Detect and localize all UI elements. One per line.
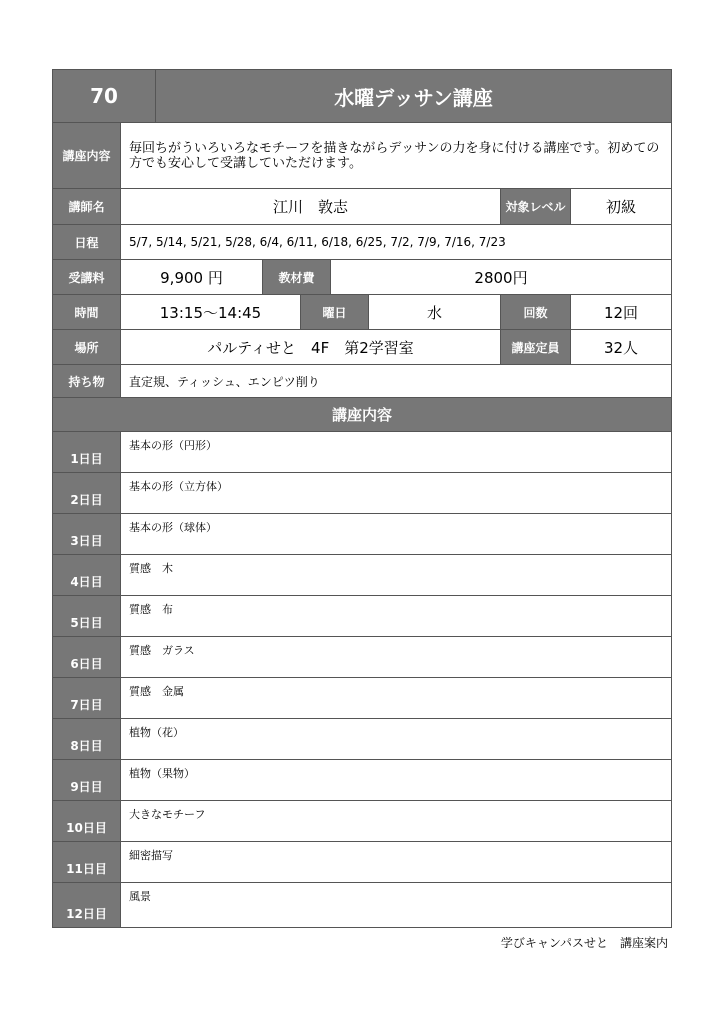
instructor-row [53,189,671,225]
items-label: 持ち物 [53,365,121,397]
footer-text: 学びキャンパスせと 講座案内 [500,936,668,950]
course-number: 70 [53,70,156,122]
lesson-day-label: 2日目 [53,473,121,513]
description-label: 講座内容 [53,123,121,188]
schedule-label: 日程 [53,225,121,259]
course-title: 水曜デッサン講座 [156,70,671,122]
fee-label: 受講料 [53,260,121,294]
time-value: 13:15～14:45 [121,295,301,329]
lesson-day-label: 1日目 [53,432,121,472]
material-value: 2800円 [474,268,528,287]
weekday-value: 水 [369,295,501,329]
lesson-row [53,678,671,719]
instructor-name: 江川 敦志 [121,189,501,224]
lesson-day-label: 12日目 [53,883,121,927]
lesson-row [53,596,671,637]
lesson-topic: 基本の形（立方体） [129,480,228,493]
lesson-row [53,883,671,927]
lesson-topic: 細密描写 [129,849,173,862]
lesson-topic: 質感 木 [129,562,173,575]
description-row [53,123,671,189]
lesson-topic: 基本の形（円形） [129,439,217,452]
level-value: 初級 [605,198,636,216]
time-label: 時間 [53,295,121,329]
lesson-row [53,473,671,514]
lesson-row [53,555,671,596]
lesson-topic: 大きなモチーフ [129,808,206,821]
time-row [53,295,671,330]
course-sheet [52,69,672,928]
fee-row [53,260,671,295]
lesson-row [53,637,671,678]
lesson-day-label: 5日目 [53,596,121,636]
lesson-day-label: 11日目 [53,842,121,882]
lesson-day-label: 8日目 [53,719,121,759]
lesson-day-label: 6日目 [53,637,121,677]
title-row [53,70,671,123]
lesson-topic: 質感 金属 [129,685,184,698]
weekday-label: 曜日 [301,295,369,329]
schedule-dates: 5/7, 5/14, 5/21, 5/28, 6/4, 6/11, 6/18, 6/25, 7/2, 7/9, 7/16, 7/23 [129,235,506,249]
material-label: 教材費 [263,260,331,294]
lesson-row [53,842,671,883]
lesson-row [53,719,671,760]
capacity-value: 32人 [603,338,639,357]
lesson-row [53,514,671,555]
lesson-topic: 植物（花） [129,726,184,739]
lesson-topic: 基本の形（球体） [129,521,217,534]
instructor-label: 講師名 [53,189,121,224]
lesson-topic: 風景 [129,890,151,903]
lesson-topic: 質感 ガラス [129,644,195,657]
count-value: 12回 [603,303,639,322]
items-row [53,365,671,398]
level-label: 対象レベル [501,189,571,224]
lesson-day-label: 3日目 [53,514,121,554]
capacity-label: 講座定員 [501,330,571,364]
fee-value: 9,900 円 [121,260,263,294]
place-value: パルティせと 4F 第2学習室 [121,330,501,364]
count-label: 回数 [501,295,571,329]
lesson-day-label: 7日目 [53,678,121,718]
schedule-row [53,225,671,260]
contents-heading-row [53,398,671,432]
description-text: 毎回ちがういろいろなモチーフを描きながらデッサンの力を身に付ける講座です。初めての方でも安心して受講していただけます。 [129,140,660,171]
contents-heading: 講座内容 [53,398,671,431]
lesson-topic: 質感 布 [129,603,173,616]
lesson-day-label: 9日目 [53,760,121,800]
lesson-topic: 植物（果物） [129,767,195,780]
lesson-row [53,801,671,842]
lesson-day-label: 4日目 [53,555,121,595]
lesson-row [53,432,671,473]
lesson-row [53,760,671,801]
items-value: 直定規、ティッシュ、エンピツ削り [129,374,320,389]
lesson-day-label: 10日目 [53,801,121,841]
place-label: 場所 [53,330,121,364]
place-row [53,330,671,365]
